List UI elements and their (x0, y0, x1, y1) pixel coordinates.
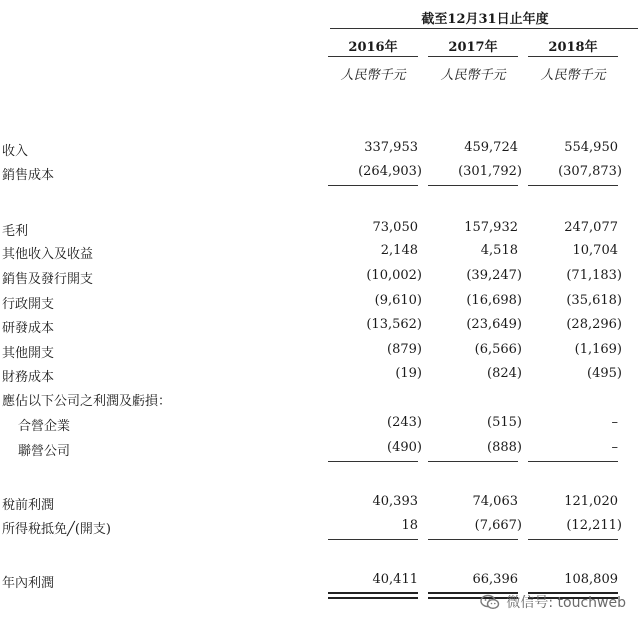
wechat-icon (480, 594, 500, 610)
row-label-finance-costs: 財務成本 (2, 370, 55, 385)
cell-profit-for-year-2017: 66,396 (472, 572, 518, 587)
year-2017-header: 2017年 (448, 40, 498, 55)
row-label-revenue: 收入 (2, 144, 29, 159)
cell-selling-expenses-2018: (71,183) (566, 268, 622, 283)
row-label-share-of-profits: 應佔以下公司之利潤及虧損： (2, 394, 172, 409)
cell-income-tax-2018: (12,211) (566, 518, 622, 533)
row-label-profit-before-tax: 稅前利潤 (2, 498, 55, 513)
cell-selling-expenses-2016: (10,002) (366, 268, 422, 283)
unit-2017: 人民幣千元 (440, 68, 506, 83)
row-label-cost-of-sales: 銷售成本 (2, 168, 55, 183)
cell-joint-ventures-2017: (515) (487, 415, 522, 430)
row-label-income-tax: 所得稅抵免╱(開支) (2, 522, 111, 537)
cell-finance-costs-2017: (824) (487, 366, 522, 381)
cell-other-expenses-2016: (879) (387, 342, 422, 357)
cell-admin-expenses-2018: (35,618) (566, 293, 622, 308)
cell-cost-of-sales-2016: (264,903) (358, 164, 422, 179)
row-label-gross-profit: 毛利 (2, 224, 29, 239)
cell-other-income-2018: 10,704 (572, 243, 618, 258)
pretax-rule-2016 (328, 461, 418, 462)
cell-selling-expenses-2017: (39,247) (466, 268, 522, 283)
cell-joint-ventures-2018: – (611, 415, 618, 430)
cell-other-expenses-2017: (6,566) (474, 342, 522, 357)
tax-rule-2017 (428, 539, 518, 540)
cell-finance-costs-2016: (19) (395, 366, 422, 381)
year-2016-rule (328, 56, 418, 57)
period-header: 截至12月31日止年度 (421, 12, 549, 27)
cell-profit-before-tax-2017: 74,063 (472, 494, 518, 509)
subtotal-rule-2016 (328, 185, 418, 186)
year-2017-rule (428, 56, 518, 57)
cell-cost-of-sales-2017: (301,792) (458, 164, 522, 179)
unit-2016: 人民幣千元 (340, 68, 406, 83)
cell-associates-2016: (490) (387, 440, 422, 455)
year-2018-header: 2018年 (548, 40, 598, 55)
cell-income-tax-2016: 18 (401, 518, 418, 533)
cell-profit-for-year-2016: 40,411 (372, 572, 418, 587)
row-label-admin-expenses: 行政開支 (2, 297, 55, 312)
cell-associates-2017: (888) (487, 440, 522, 455)
cell-rd-costs-2017: (23,649) (466, 317, 522, 332)
pretax-rule-2017 (428, 461, 518, 462)
tax-rule-2016 (328, 539, 418, 540)
cell-joint-ventures-2016: (243) (387, 415, 422, 430)
subtotal-rule-2018 (528, 185, 618, 186)
cell-gross-profit-2016: 73,050 (372, 220, 418, 235)
cell-gross-profit-2018: 247,077 (564, 220, 618, 235)
cell-rd-costs-2016: (13,562) (366, 317, 422, 332)
cell-associates-2018: – (611, 440, 618, 455)
cell-profit-for-year-2018: 108,809 (564, 572, 618, 587)
watermark (480, 592, 626, 612)
cell-profit-before-tax-2018: 121,020 (564, 494, 618, 509)
cell-admin-expenses-2016: (9,610) (374, 293, 422, 308)
row-label-joint-ventures: 合營企業 (18, 419, 71, 434)
cell-other-income-2017: 4,518 (480, 243, 518, 258)
row-label-selling-expenses: 銷售及發行開支 (2, 272, 94, 287)
watermark-text: 微信号: touchweb (506, 595, 626, 611)
row-label-other-income: 其他收入及收益 (2, 247, 94, 262)
tax-rule-2018 (528, 539, 618, 540)
cell-other-income-2016: 2,148 (380, 243, 418, 258)
cell-income-tax-2017: (7,667) (474, 518, 522, 533)
row-label-rd-costs: 研發成本 (2, 321, 55, 336)
cell-other-expenses-2018: (1,169) (574, 342, 622, 357)
cell-revenue-2017: 459,724 (464, 140, 518, 155)
cell-gross-profit-2017: 157,932 (464, 220, 518, 235)
cell-cost-of-sales-2018: (307,873) (558, 164, 622, 179)
unit-2018: 人民幣千元 (540, 68, 606, 83)
cell-revenue-2016: 337,953 (364, 140, 418, 155)
row-label-other-expenses: 其他開支 (2, 346, 55, 361)
cell-admin-expenses-2017: (16,698) (466, 293, 522, 308)
row-label-profit-for-year: 年內利潤 (2, 576, 55, 591)
cell-profit-before-tax-2016: 40,393 (372, 494, 418, 509)
row-label-associates: 聯營公司 (18, 444, 71, 459)
year-2018-rule (528, 56, 618, 57)
subtotal-rule-2017 (428, 185, 518, 186)
cell-rd-costs-2018: (28,296) (566, 317, 622, 332)
cell-finance-costs-2018: (495) (587, 366, 622, 381)
period-header-rule (330, 28, 638, 29)
cell-revenue-2018: 554,950 (564, 140, 618, 155)
total-double-rule-2016 (328, 592, 418, 599)
pretax-rule-2018 (528, 461, 618, 462)
year-2016-header: 2016年 (348, 40, 398, 55)
